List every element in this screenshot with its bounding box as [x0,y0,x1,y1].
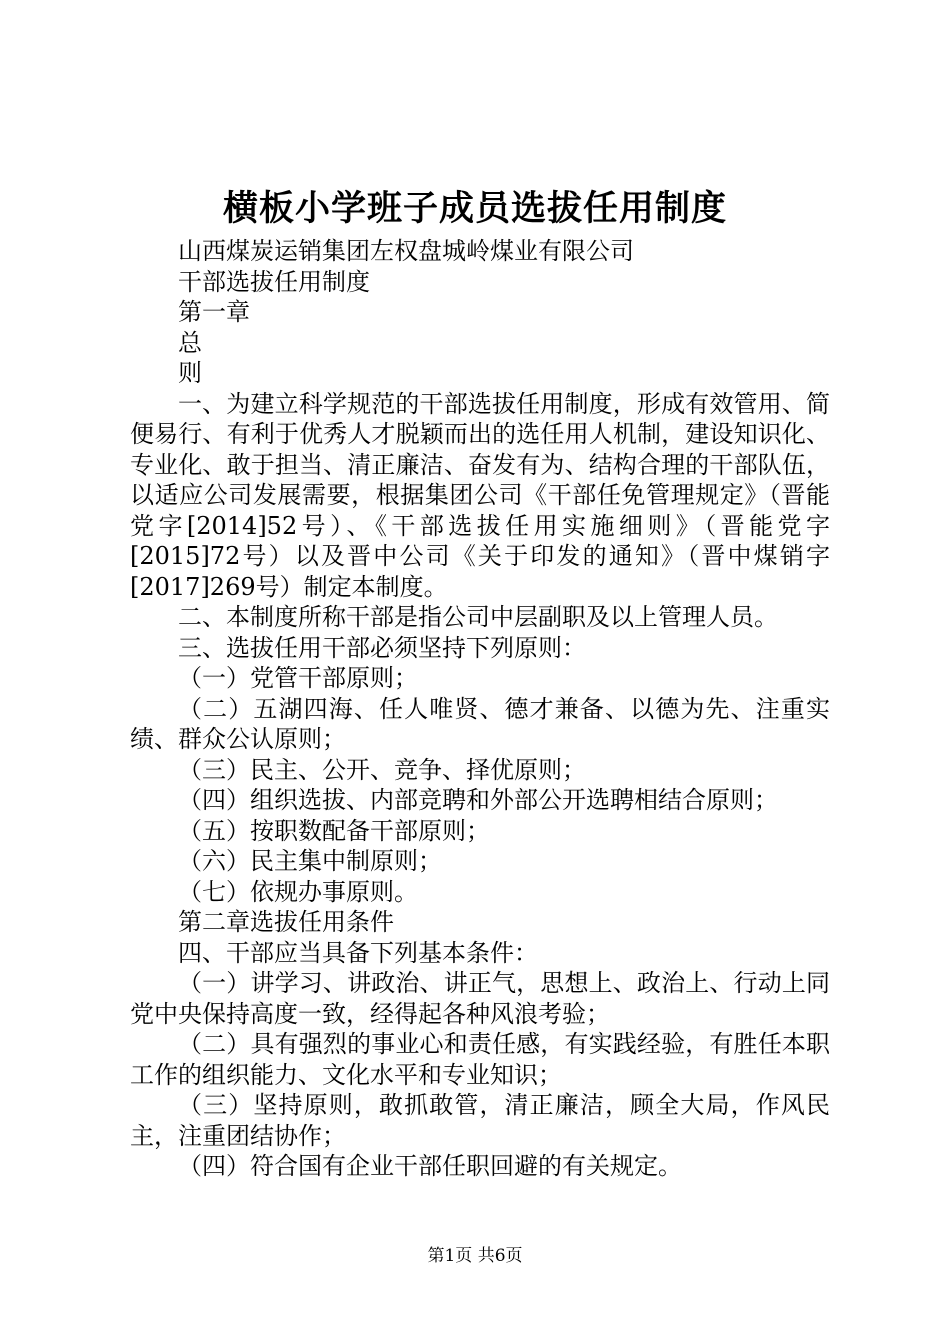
paragraph: 三、选拔任用干部必须坚持下列原则： [178,633,586,662]
list-item: （二）具有强烈的事业心和责任感，有实践经验，有胜任本职工作的组织能力、文化水平和专业知识； [130,1030,830,1089]
document-body [130,236,830,1182]
list-item: （一）讲学习、讲政治、讲正气，思想上、政治上、行动上同党中央保持高度一致，经得起各种风浪考验； [130,969,830,1028]
list-item: （三）坚持原则，敢抓敢管，清正廉洁，顾全大局，作风民主，注重团结协作； [130,1091,830,1150]
list-item: （四）符合国有企业干部任职回避的有关规定。 [178,1152,682,1180]
chapter-heading: 总 [178,328,202,357]
paragraph: 干部选拔任用制度 [178,267,370,296]
chapter-heading: 第一章 [178,298,250,326]
paragraph: 四、干部应当具备下列基本条件： [178,938,538,967]
page-number: 第1页 共6页 [427,1246,523,1266]
chapter-heading: 则 [178,359,202,387]
list-item: （七）依规办事原则。 [178,877,418,906]
list-item: （三）民主、公开、竞争、择优原则； [178,755,586,784]
list-item: （四）组织选拔、内部竞聘和外部公开选聘相结合原则； [178,786,778,814]
list-item: （六）民主集中制原则； [178,847,442,875]
paragraph: 二、本制度所称干部是指公司中层副职及以上管理人员。 [178,603,778,631]
list-item: （五）按职数配备干部原则； [178,816,490,845]
list-item: （一）党管干部原则； [178,664,418,692]
paragraph: 一、为建立科学规范的干部选拔任用制度，形成有效管用、简便易行、有利于优秀人才脱颖而出的选任用人机制，建设知识化、专业化、敢于担当、清正廉洁、奋发有为、结构合理的干部队伍，以适应公司发展需要，根据集团公司《干部任免管理规定》（晋能党字[2014]52号）、《干部选拔任用实施细则》（晋能党字[2015]72号）以及晋中公司《关于印发的通知》（晋中煤销字[2017]269号）制定本制度。 [130,389,830,601]
list-item: （二）五湖四海、任人唯贤、德才兼备、以德为先、注重实绩、群众公认原则； [130,694,830,753]
document-title: 横板小学班子成员选拔任用制度 [222,188,727,229]
paragraph: 山西煤炭运销集团左权盘城岭煤业有限公司 [178,237,634,265]
chapter-heading: 第二章选拔任用条件 [178,908,394,936]
